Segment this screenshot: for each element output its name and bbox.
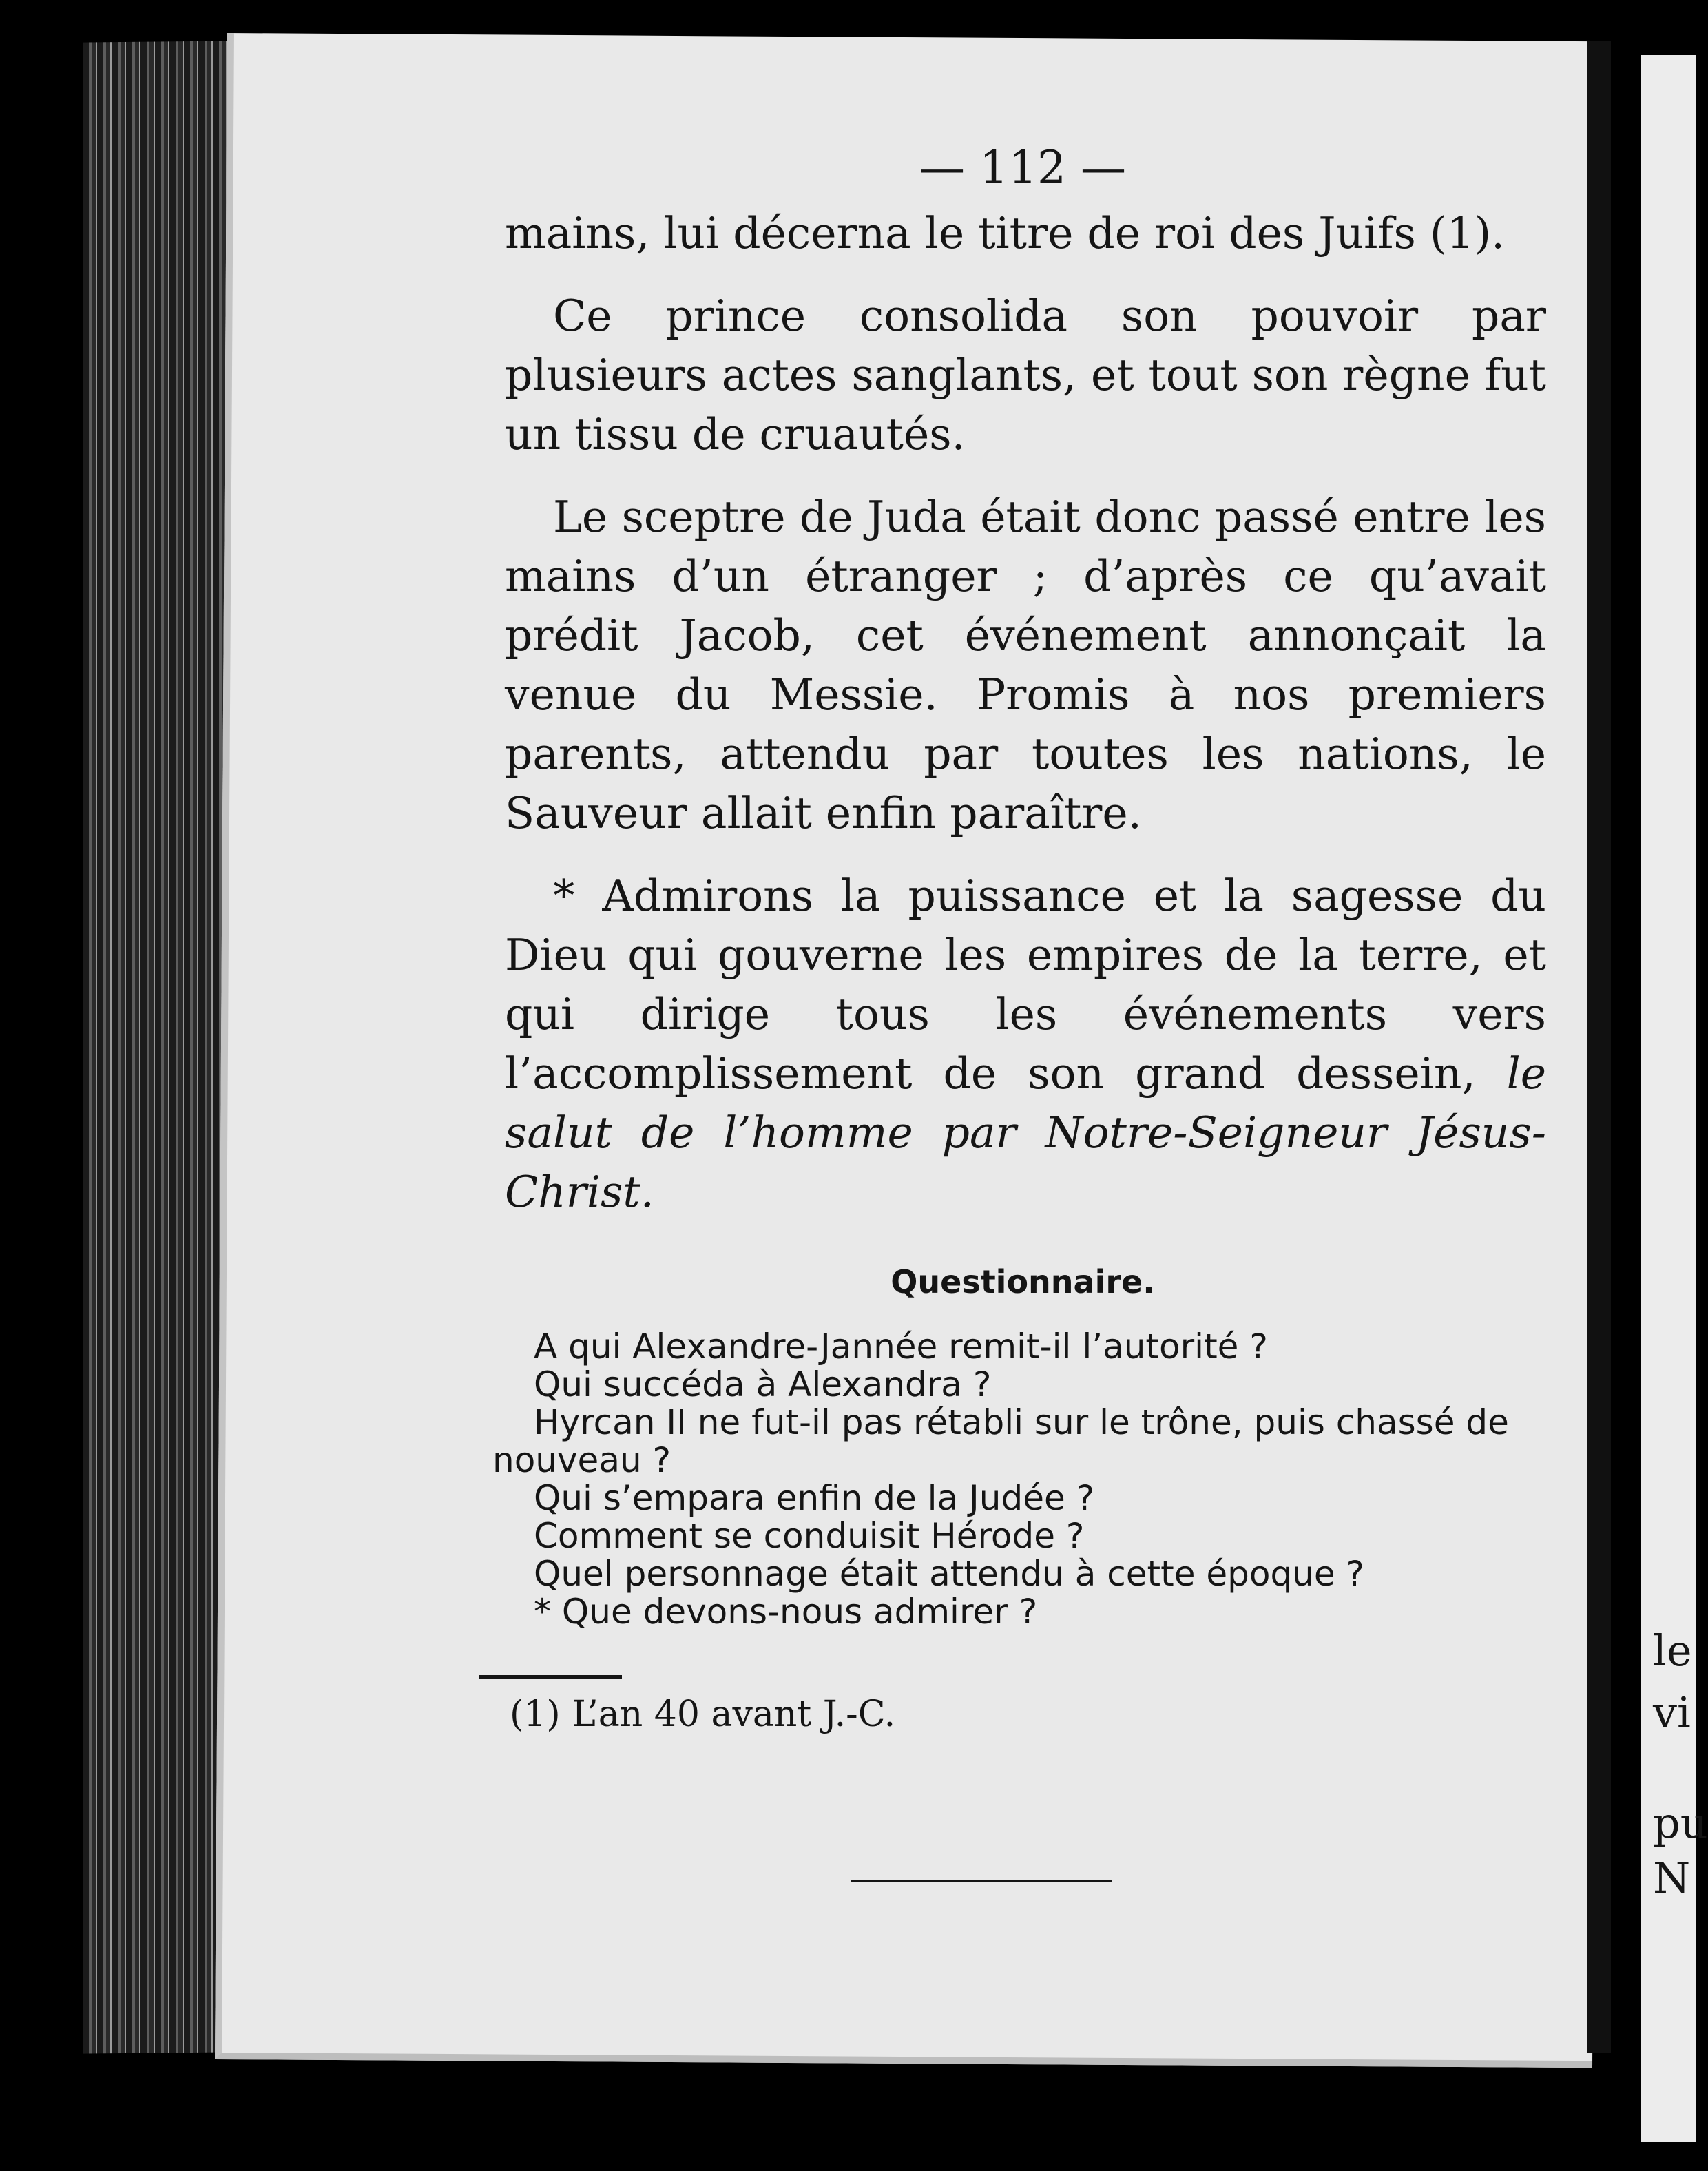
paragraph-text: * Admirons la puissance et la sagesse du Dieu qui gouverne les empires de la terre, et qui dirige tous les événements vers l’accomplissement de son grand dessein, [505,871,1546,1099]
question-text: * Que devons-nous admirer ? [534,1592,1038,1632]
question-item [492,1555,1546,1593]
adjacent-page-fragment: vi [1653,1687,1691,1738]
paragraph-2 [286,287,1546,464]
question-text: Comment se conduisit Hérode ? [534,1516,1085,1556]
question-text: Hyrcan II ne fut-il pas rétabli sur le trône, puis chassé de nouveau ? [492,1402,1509,1480]
paragraph-italic-text: le salut de l’homme par Notre-Seigneur Jésus-Christ. [505,1048,1546,1217]
question-text: Quel personnage était attendu à cette époque ? [534,1554,1365,1594]
paragraph-text: mains, lui décerna le titre de roi des Juifs (1). [505,208,1506,258]
end-ornament-rule [851,1880,1112,1882]
paragraph-4 [286,866,1546,1222]
question-text: A qui Alexandre-Jannée remit-il l’autorité ? [534,1327,1268,1367]
paragraph-text: Le sceptre de Juda était donc passé entre les mains d’un étranger ; d’après ce qu’avait prédit Jacob, cet événement annonçait la venue du Messie. Promis à nos premiers parents, attendu par toutes les nations, le Sauveur allait enfin paraître. [505,492,1546,838]
page-number: — 112 — [919,141,1126,194]
paragraph-text: Ce prince consolida son pouvoir par plusieurs actes sanglants, et tout son règne fut un tissu de cruautés. [505,291,1546,459]
question-item [492,1328,1546,1366]
question-item [492,1404,1546,1479]
paragraph-1 [286,204,1546,263]
gutter-shadow [1587,41,1611,2053]
question-item [492,1479,1546,1517]
question-text: Qui s’empara enfin de la Judée ? [534,1478,1095,1518]
question-item [492,1593,1546,1631]
footnote: (1) L’an 40 avant J.-C. [510,1694,896,1735]
question-text: Qui succéda à Alexandra ? [534,1364,992,1404]
footnote-divider [479,1675,622,1679]
adjacent-page-fragment: N [1653,1853,1691,1903]
page-content [286,141,1546,1882]
paragraph-3 [286,488,1546,843]
adjacent-page-fragment: pu [1653,1798,1708,1848]
question-item [492,1517,1546,1555]
questionnaire-title: Questionnaire. [891,1263,1155,1300]
adjacent-page-fragment: le [1653,1625,1692,1676]
question-item [492,1366,1546,1404]
questionnaire-list [286,1328,1546,1631]
